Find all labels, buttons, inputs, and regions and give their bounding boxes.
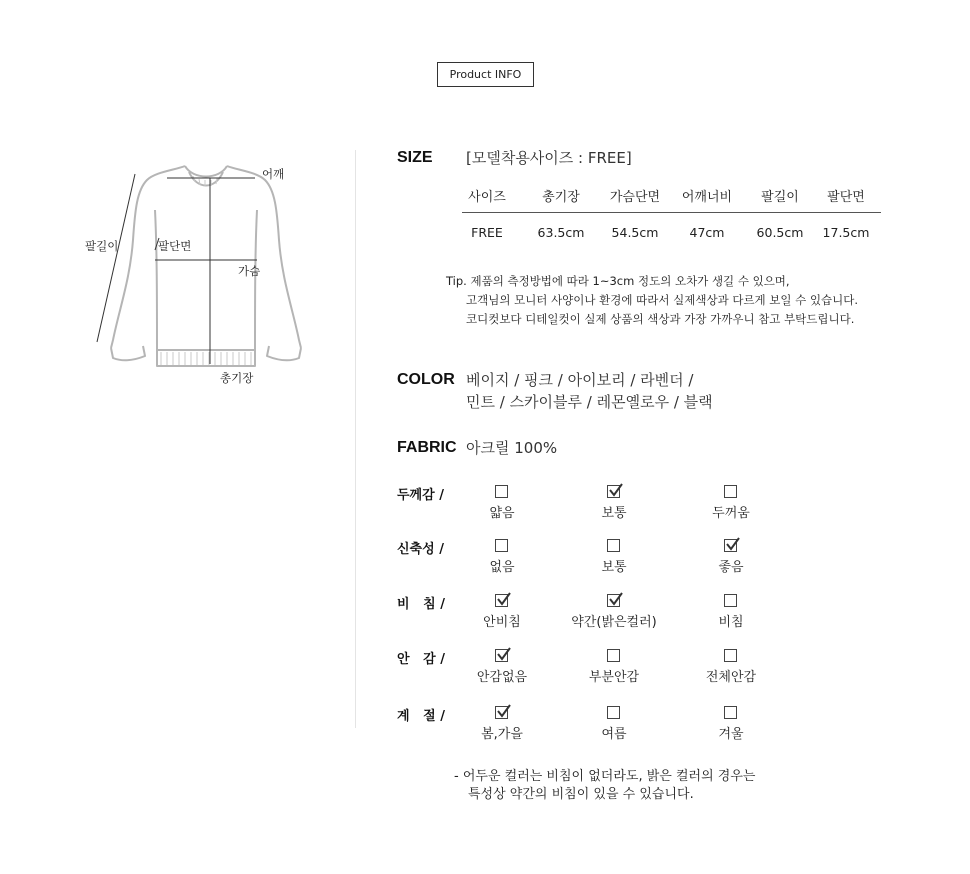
size-label: SIZE — [397, 149, 433, 166]
checked-checkbox[interactable] — [724, 539, 737, 552]
check-icon — [607, 481, 625, 499]
unchecked-checkbox[interactable] — [607, 706, 620, 719]
size-value-sleeve: 60.5cm — [756, 225, 804, 240]
checked-checkbox[interactable] — [607, 594, 620, 607]
attr-option-label: 약간(밝은컬러) — [571, 615, 657, 630]
checked-checkbox[interactable] — [495, 649, 508, 662]
size-header-chest: 가슴단면 — [609, 190, 661, 205]
checked-checkbox[interactable] — [607, 485, 620, 498]
checked-checkbox[interactable] — [495, 594, 508, 607]
attr-option-label: 전체안감 — [705, 670, 757, 685]
size-header-length: 총기장 — [542, 190, 580, 205]
attr-option-label: 없음 — [489, 560, 515, 575]
size-value-chest: 54.5cm — [611, 225, 659, 240]
attr-option-label: 여름 — [601, 727, 627, 742]
note-line-1: - 어두운 컬러는 비침이 없더라도, 밝은 컬러의 경우는 — [454, 769, 756, 784]
size-header-shoulder: 어깨너비 — [681, 190, 733, 205]
check-icon — [495, 702, 513, 720]
size-header-sleeve: 팔길이 — [761, 190, 799, 205]
checked-checkbox[interactable] — [495, 706, 508, 719]
unchecked-checkbox[interactable] — [724, 706, 737, 719]
size-header-cuff: 팔단면 — [827, 190, 865, 205]
check-icon — [495, 590, 513, 608]
unchecked-checkbox[interactable] — [495, 485, 508, 498]
unchecked-checkbox[interactable] — [724, 485, 737, 498]
check-icon — [607, 590, 625, 608]
size-table-rule — [462, 212, 881, 213]
sweater-illustration — [75, 150, 335, 390]
attr-option-label: 보통 — [601, 560, 627, 575]
tip-line-1: Tip. 제품의 측정방법에 따라 1~3cm 정도의 오차가 생길 수 있으며, — [446, 274, 790, 288]
attr-option-label: 부분안감 — [588, 670, 640, 685]
check-icon — [495, 645, 513, 663]
sleeve-length-label: 팔길이 — [85, 239, 119, 253]
divider — [355, 150, 356, 728]
model-size: [모델착용사이즈 : FREE] — [466, 149, 632, 167]
color-label: COLOR — [397, 371, 455, 388]
attr-label-see-through: 비 침 / — [397, 597, 445, 612]
size-value-shoulder: 47cm — [689, 225, 725, 240]
attr-option-label: 좋음 — [718, 560, 744, 575]
tip-line-3: 코디컷보다 디테일컷이 실제 상품의 색상과 가장 가까우니 참고 부탁드립니다. — [466, 312, 855, 326]
attr-option-label: 보통 — [601, 506, 627, 521]
color-line-2: 민트 / 스카이블루 / 레몬옐로우 / 블랙 — [466, 393, 713, 411]
shoulder-label: 어깨 — [262, 167, 285, 181]
attr-option-label: 봄,가을 — [481, 727, 523, 742]
unchecked-checkbox[interactable] — [607, 649, 620, 662]
color-line-1: 베이지 / 핑크 / 아이보리 / 라벤더 / — [466, 371, 694, 389]
size-value-size: FREE — [471, 225, 503, 240]
attr-option-label: 비침 — [718, 615, 744, 630]
attr-label-lining: 안 감 / — [397, 652, 445, 667]
note-line-2: 특성상 약간의 비침이 있을 수 있습니다. — [468, 787, 694, 802]
attr-label-elasticity: 신축성 / — [397, 542, 444, 557]
attr-option-label: 겨울 — [718, 727, 744, 742]
attr-option-label: 안감없음 — [476, 670, 528, 685]
sweater-diagram — [75, 150, 335, 390]
attr-label-season: 계 절 / — [397, 709, 445, 724]
unchecked-checkbox[interactable] — [724, 649, 737, 662]
attr-option-label: 안비침 — [483, 615, 521, 630]
check-icon — [724, 535, 742, 553]
size-value-cuff: 17.5cm — [822, 225, 870, 240]
size-header-size: 사이즈 — [468, 190, 506, 205]
sleeve-hem-label: 팔단면 — [158, 239, 192, 253]
total-length-label: 총기장 — [220, 371, 254, 385]
size-value-length: 63.5cm — [537, 225, 585, 240]
tip-line-2: 고객님의 모니터 사양이나 환경에 따라서 실제색상과 다르게 보일 수 있습니다. — [466, 293, 859, 307]
attr-option-label: 두꺼움 — [712, 506, 750, 521]
unchecked-checkbox[interactable] — [495, 539, 508, 552]
attr-label-thickness: 두께감 / — [397, 488, 444, 503]
page-title: Product INFO — [437, 62, 534, 87]
fabric-label: FABRIC — [397, 439, 457, 456]
chest-label: 가슴 — [238, 264, 261, 278]
fabric-value: 아크릴 100% — [466, 439, 558, 457]
unchecked-checkbox[interactable] — [724, 594, 737, 607]
attr-option-label: 얇음 — [489, 506, 515, 521]
unchecked-checkbox[interactable] — [607, 539, 620, 552]
